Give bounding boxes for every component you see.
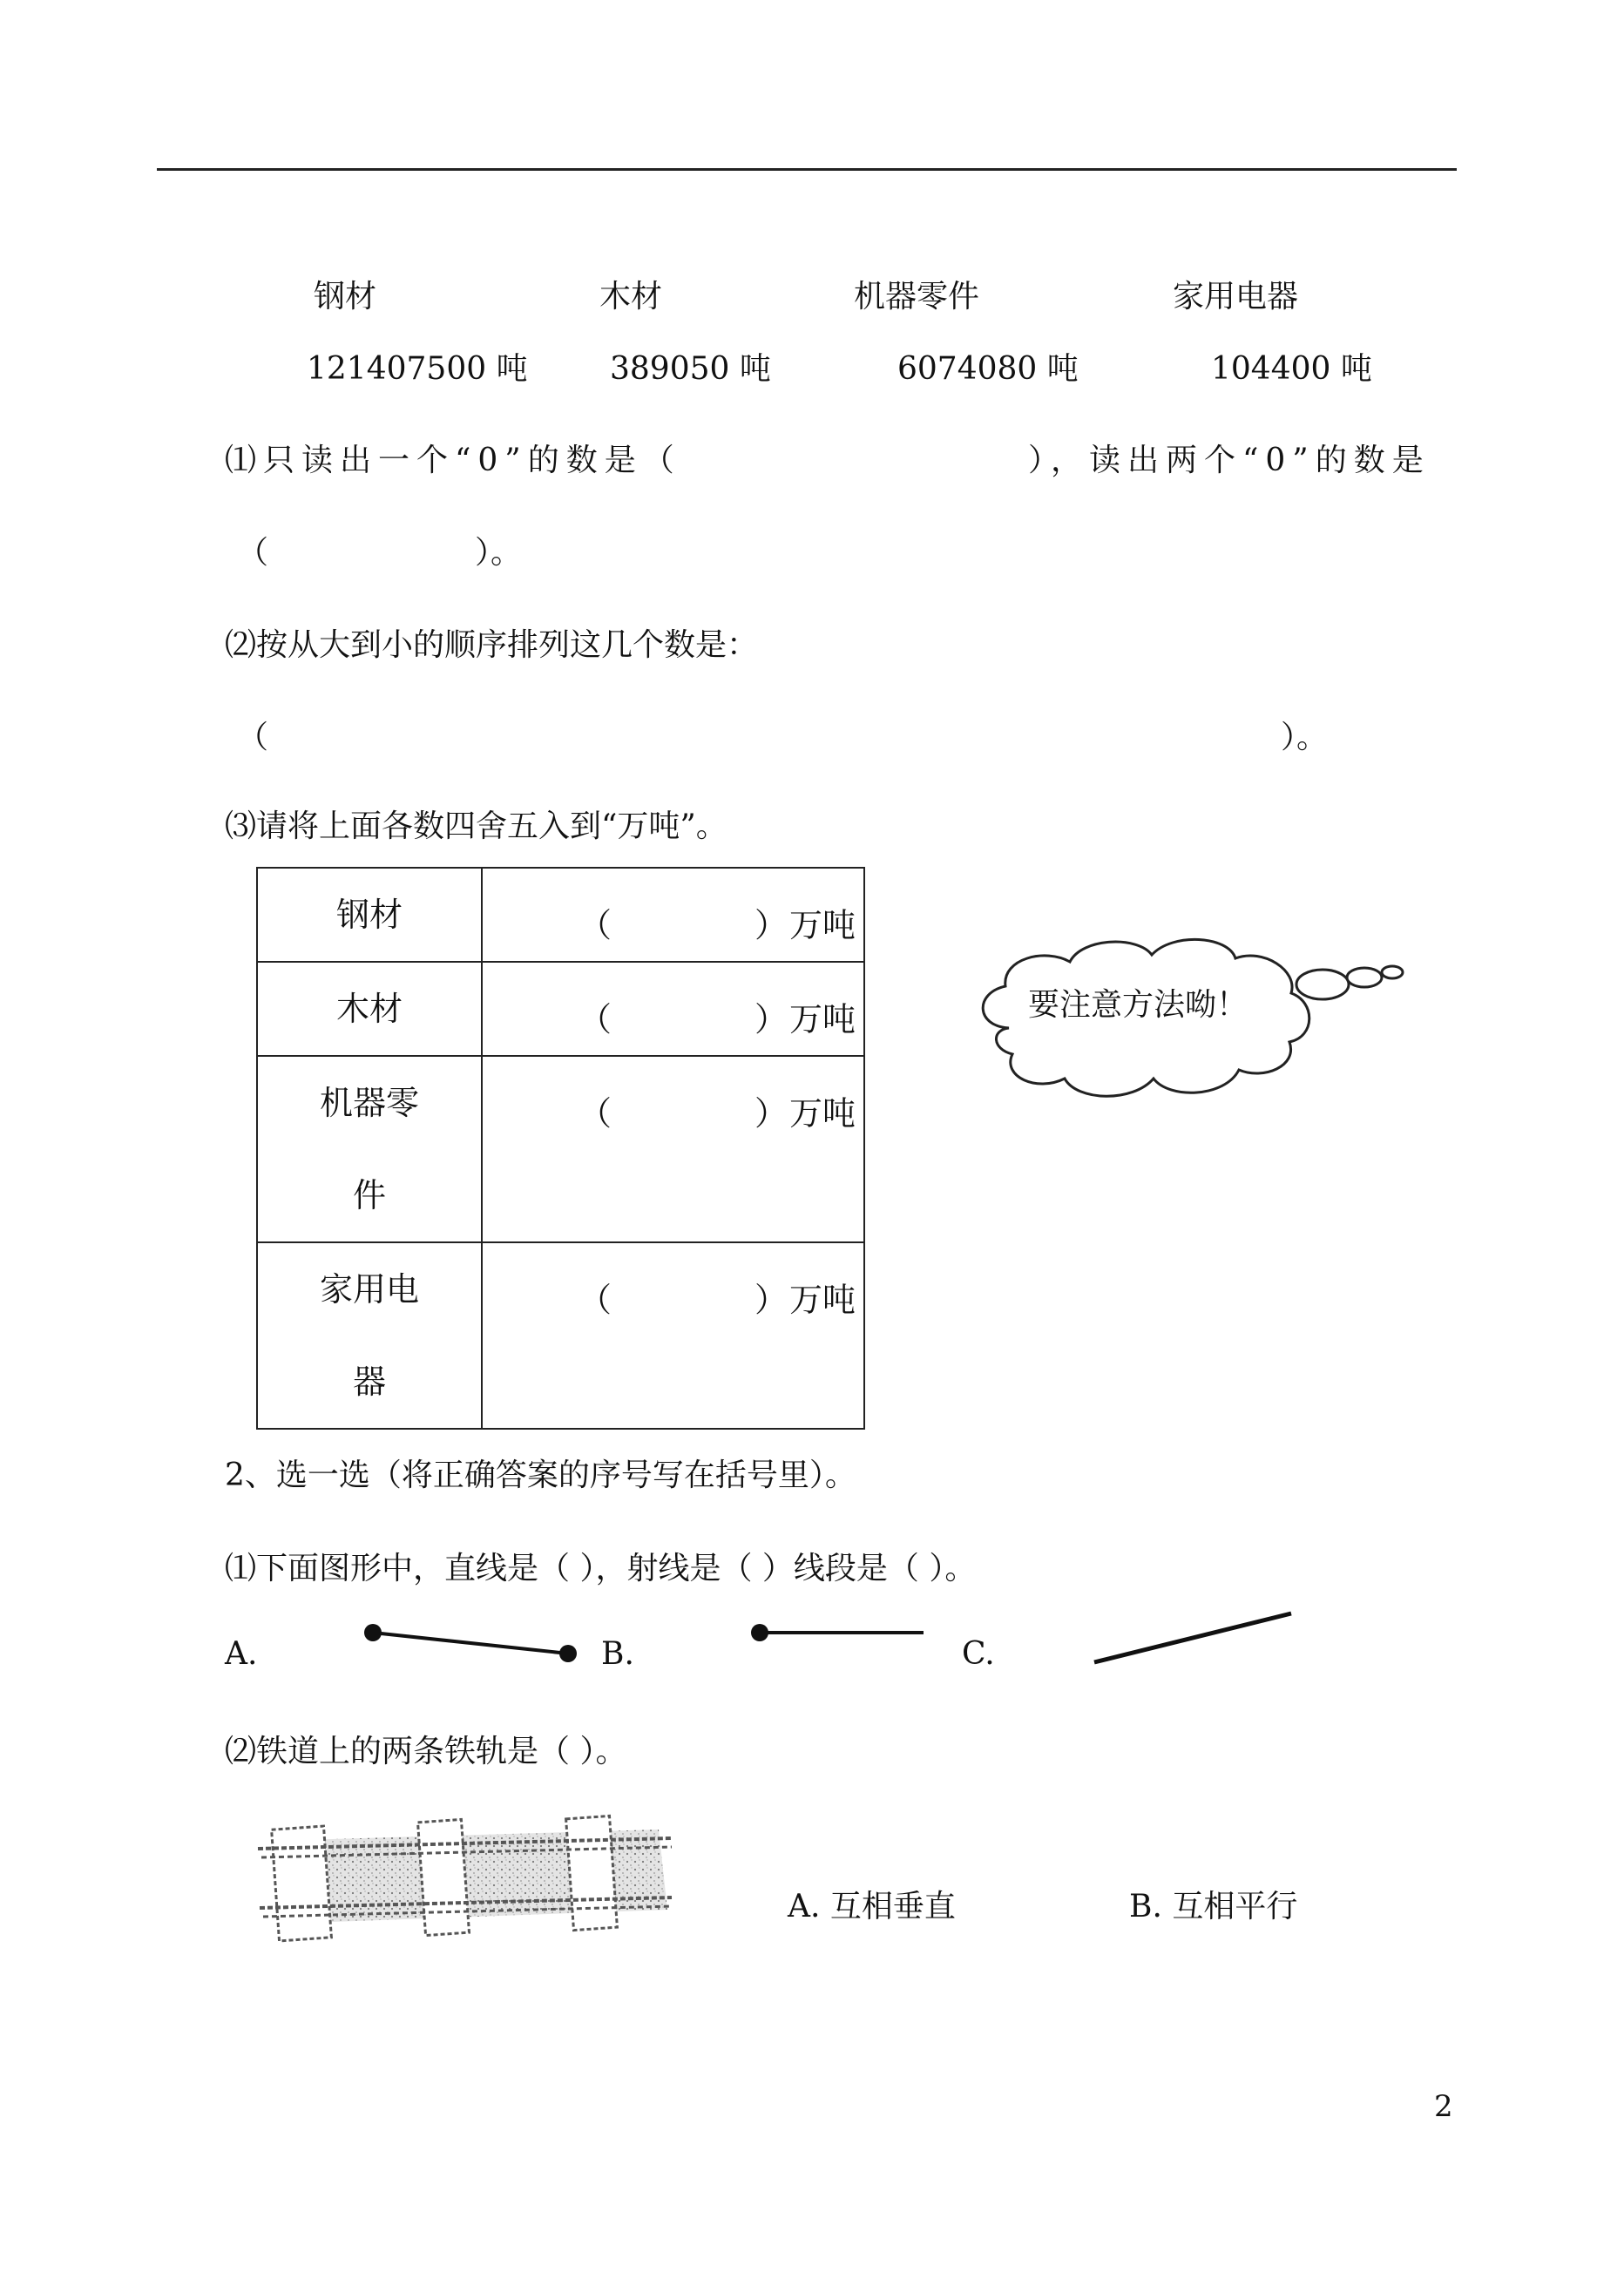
table-row <box>257 962 864 1056</box>
close-paren: ） <box>754 1000 788 1038</box>
unit-label: 万吨 <box>789 1000 856 1038</box>
q2-part1: ⑴下面图形中，直线是（ ），射线是（ ）线段是（ ）。 <box>225 1551 977 1586</box>
header-rule <box>157 168 1457 171</box>
item-name-parts: 机器零件 <box>854 279 980 315</box>
q2-part2: ⑵铁道上的两条铁轨是（ ）。 <box>225 1734 627 1769</box>
unit-label: 万吨 <box>789 1281 856 1319</box>
close-paren: ） <box>754 1281 788 1319</box>
q1-part2-open: （ <box>237 720 269 755</box>
q1-part3: ⑶请将上面各数四舍五入到“万吨”。 <box>225 808 727 844</box>
q2-title: 2、选一选（将正确答案的序号写在括号里）。 <box>225 1458 856 1493</box>
unit-label: 万吨 <box>789 906 856 944</box>
answer-cell-parts[interactable] <box>482 1056 864 1242</box>
item-name-wood: 木材 <box>599 279 663 315</box>
segment-figure <box>364 1624 577 1662</box>
item-name-appliances: 家用电器 <box>1173 279 1299 315</box>
open-paren: （ <box>579 1094 612 1133</box>
railway-image <box>249 1812 676 1943</box>
line-figure <box>1094 1613 1291 1662</box>
close-paren: ） <box>754 1094 788 1133</box>
row-name-wood: 木材 <box>257 962 482 1056</box>
choice-b: B. 互相平行 <box>1129 1889 1298 1924</box>
row-name-parts: 机器零 件 <box>257 1056 482 1242</box>
option-b-label: B. <box>601 1636 634 1672</box>
q1-part1-line2-open: （ <box>237 535 269 571</box>
page-number: 2 <box>1434 2089 1453 2124</box>
q1-part2-close: ）。 <box>1281 720 1329 755</box>
item-amount-parts: 6074080 吨 <box>897 351 1079 387</box>
row-name-steel: 钢材 <box>257 868 482 962</box>
geometry-figures <box>348 1603 1324 1673</box>
open-paren: （ <box>579 906 612 944</box>
choice-a: A. 互相垂直 <box>788 1889 956 1924</box>
rounding-table <box>256 867 865 1430</box>
answer-cell-appliances[interactable] <box>482 1242 864 1429</box>
q1-part1-mid: ），读出两个“0”的数是 <box>1028 443 1431 478</box>
q1-part2: ⑵按从大到小的顺序排列这几个数是： <box>225 627 759 663</box>
unit-label: 万吨 <box>789 1094 856 1133</box>
item-amount-wood: 389050 吨 <box>610 351 771 387</box>
table-row <box>257 1056 864 1242</box>
open-paren: （ <box>579 1000 612 1038</box>
bubble-text: 要注意方法呦！ <box>1028 987 1248 1023</box>
answer-cell-wood[interactable] <box>482 962 864 1056</box>
ray-figure <box>751 1624 924 1641</box>
item-amount-appliances: 104400 吨 <box>1211 351 1372 387</box>
option-a-label: A. <box>225 1636 258 1672</box>
item-name-steel: 钢材 <box>314 279 377 315</box>
row-name-appliances: 家用电 器 <box>257 1242 482 1429</box>
close-paren: ） <box>754 906 788 944</box>
table-row <box>257 1242 864 1429</box>
option-c-label: C. <box>962 1636 995 1672</box>
answer-cell-steel[interactable] <box>482 868 864 962</box>
item-amount-steel: 121407500 吨 <box>307 351 528 387</box>
q1-part1-left: ⑴只读出一个“0”的数是（ <box>225 443 681 478</box>
table-row <box>257 868 864 962</box>
q1-part1-line2-close: ）。 <box>475 535 523 571</box>
open-paren: （ <box>579 1281 612 1319</box>
